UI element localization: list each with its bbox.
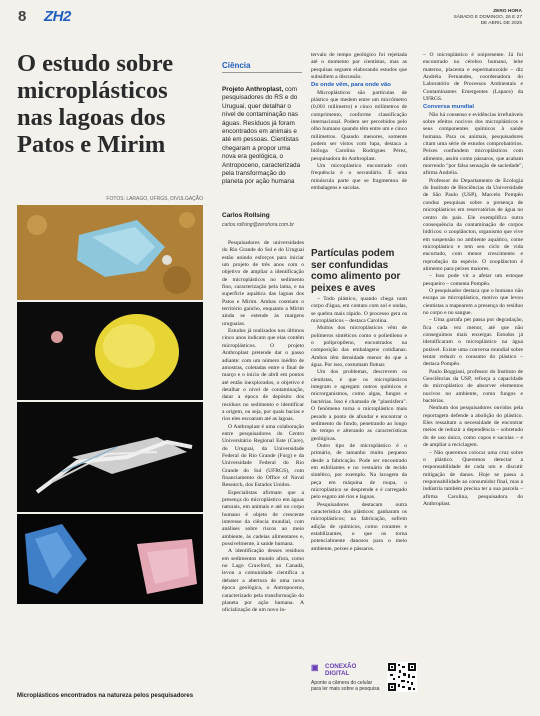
paragraph: Um dos problemas, descrevem os cientistas, é que os microplásticos integram e agregam outros químicos e microrganismos, como algas, fungos e bactérias. Isso é chamado de "plastisfera". O fenômeno torna o microplástico mais pesado a ponto de afundar e encontrar o sedimento do fundo, penetrando ao longo do tempo e alterando as características geológicas. — [311, 369, 407, 442]
photo-credit: FOTOS: LARAGO, UFRGS, DIVULGAÇÃO — [106, 196, 203, 202]
text-column-2-top — [311, 52, 407, 244]
subheadline: Partículas podem ser confundidas como alimento por peixes e aves — [311, 248, 401, 294]
byline: Carlos Rollsing — [222, 212, 270, 219]
paragraph: Especialistas afirmam que a presença do microplástico em águas naturais, em animais e até no corpo humano é objeto de crescente interesse da ciência mundial, com análises sobre riscos ao meio ambiente, às cadeias alimentares e, possivelmente, à saúde humana. — [222, 489, 304, 548]
photo-white-fibers — [17, 402, 203, 512]
zh2-logo: ZH2 — [44, 8, 71, 25]
paragraph: Paulo Boggiani, professor do Instituto de Geociências da USP, reforça a capacidade do microplástico de absorver elementos nocivos no ambiente, como fungos e bactérias. — [423, 368, 523, 405]
section-label: Ciência — [222, 61, 251, 70]
paragraph: Estudos já realizados nos últimos cinco anos indicam que elas contêm microplásticos. O projeto Anthroplast pretende dar o passo adiante: com um número inédito de amostras, coletadas entre o final de março e o início de abril em pontos até então inexplorados, o objetivo é detalhar o nível de contaminação, datar a época de depósito dos resíduos no sedimento e identificar a origem, ou seja, por quais bacias e rios eles escoaram até as lagoas. — [222, 328, 304, 423]
paragraph: Outro tipo de microplástico é o primário, de tamanho muito pequeno desde a fabricação. Pode ser encontrado em esfoliantes e no vestuário de tecido sintético, por exemplo. Na lavagem da peça em máquina de roupa, o microplástico se desprende e é carregado pelo esgoto até rios e lagoas. — [311, 442, 407, 501]
photo-yellow-particle — [17, 302, 203, 400]
conexao-title: CONEXÃO DIGITAL — [325, 663, 357, 677]
lead-bold: Projeto Anthroplast, — [222, 86, 284, 93]
photo-column — [17, 196, 203, 695]
conexao-text: Aponte a câmera do celular para ler mais sobre a pesquisa — [311, 680, 380, 692]
paragraph: – Todo plástico, quando chega num corpo d'água, em contato com sol e ondas, se quebra mais rápido. O processo gera os microplásticos – destaca Carolina. — [311, 296, 407, 325]
paragraph: – Uma garrafa pet passa por degradação, fica cada vez menor, até que não conseguimos mais enxergar. Estudos já identificaram o microplástico na água potável. Existe uma conversa mundial sobre tentar reduzir o consumo do plástico – destaca Pompêo. — [423, 317, 523, 368]
paper-name: ZERO HORA — [493, 9, 522, 14]
paragraph: Pesquisadores destacam outra característica dos plásticos: ganharam os microplásticos; na fabricação, sofrem adição de químicos, como corantes e estabilizantes, o que os torna potencialmente danosos para o meio ambiente, peixes e pássaros. — [311, 501, 407, 552]
section-rule — [222, 72, 302, 73]
paragraph: – Não queremos colocar uma cruz sobre o plástico. Queremos detectar a responsabilidade de cada um e discutir mitigação de danos. Hoje se passa a responsabilidade ao consumidor final, mas a indústria também precisa ter a sua parcela – afirma Carolina, pesquisadora do Anthroplast. — [423, 449, 523, 507]
page-header — [18, 8, 528, 30]
photo-blue-pink-fragments — [17, 514, 203, 604]
headline: O estudo sobre microplásticos nas lagoas dos Patos e Mirim — [17, 50, 174, 158]
photo-caption: Microplásticos encontrados na natureza pelos pesquisadores — [17, 693, 194, 699]
conexao-digital-box — [311, 663, 381, 692]
photo-blue-fragment — [17, 205, 203, 300]
paragraph: – Isso pode vir a afetar um estoque pesqueiro – comenta Pompêo. — [423, 273, 523, 287]
paragraph: Um microplástico encontrado com frequência é o secundário. É uma minúscula parte que se fragmentou de embalagens e sacolas. — [311, 163, 407, 192]
page-number: 8 — [18, 8, 27, 25]
paragraph: O Anthroplast é uma colaboração entre pesquisadores do Centro Universitário Regional Este (Cure), do Uruguai, da Universidade Federal do Rio Grande (Furg) e da Universidade Federal do Rio Grande do Sul (UFRGS), com financiamento do Office of Naval Research, dos Estados Unidos. — [222, 423, 304, 489]
paragraph: Muitos dos microplásticos vêm de polímeros sintéticos como o polietileno e o polipropileno, encontrados na composição das embalagens cotidianas. Ambos têm densidade menor do que a água. Por isso, costumam flutuar. — [311, 325, 407, 369]
text-column-2-bottom — [311, 296, 407, 658]
paragraph: tervalo de tempo geológico foi rejeitada até o momento por cientistas, mas as pesquisas seguem elaborando estudos que subsidiem a discussão. — [311, 52, 407, 81]
paragraph: O pesquisador destaca que o humano não escapa ao microplástico, motivo que levou cientistas a mapearem a presença do resíduo no corpo e no sangue. — [423, 287, 523, 316]
byline-email: carlos.rollsing@zerohora.com.br — [222, 222, 295, 228]
qr-code[interactable] — [387, 662, 417, 692]
paragraph: Pesquisadores de universidades do Rio Grande do Sul e do Uruguai estão unindo esforços para iniciar um projeto de três anos com o objetivo de ampliar a identificação de microplásticos no sedimento fino, caracterização pela lama, e na superfície aquática das lagoas dos Patos e Mirim. Ambas costeiam o território gaúcho, enquanto a Mirim ainda se estende às margens uruguaias. — [222, 240, 304, 327]
text-column-1 — [222, 240, 304, 705]
lead-text: com pesquisadores do RS e do Uruguai, quer detalhar o nível de contaminação nas águas. Resíduos já foram encontrados em animais e até em pessoas. Cientistas chegaram a propor uma nova era geológica, o Antropoceno, caracterizada pela transformação do planeta por ação humana — [222, 86, 301, 186]
paragraph: Não há consenso e evidências irrefutáveis sobre efeitos nocivos dos microplásticos e seus componentes químicos à saúde humana. Para os animais, pesquisadores citam uma série de estudos comprobatórios. Peixes confundem microplásticos com alimento, assim como pássaros, que acabam morrendo "por falsa sensação de saciedade", afirma Andréia. — [423, 111, 523, 177]
phone-icon: ▣ — [311, 663, 319, 672]
lead-paragraph — [222, 86, 304, 187]
subsection-heading: Conversa mundial — [423, 104, 475, 111]
text-column-3 — [423, 52, 523, 710]
paragraph: Professor do Departamento de Ecologia do Instituto de Biociências da Universidade de São Paulo (USP), Marcelo Pompêo conduz pesquisas sobre a presença de microplásticos em reservatórios de água no centro do país. Ele exemplifica outra consequência da contaminação de corpos hídricos: o zooplâncton, organismo que vive em suspensão no ambiente aquático, come microplástico e tem seu ciclo de vida encurtado, com menor crescimento e reprodução da espécie. O zooplâncton é alimento para peixes maiores. — [423, 177, 523, 272]
edition-info — [452, 9, 522, 27]
paragraph: Nenhum dos pesquisadores ouvidos pela reportagem defende a abolição do plástico. Eles ressaltam a necessidade de encontrar meios de reduzir a dependência – sobretudo do de uso único, como copos e sacolas – e de ampliar a reciclagem. — [423, 405, 523, 449]
paragraph: A identificação desses resíduos em sedimentos mundo afora, como no Lago Crawford, no Canadá, levou a comunidade científica a debater a abertura de uma nova época geológica, o Antropoceno, caracterizado pela transformação do planeta por ação humana. A oficialização de um novo in- — [222, 548, 304, 614]
edition-date: SÁBADO E DOMINGO, 26 E 27 DE ABRIL DE 2025 — [453, 15, 522, 26]
paragraph: – O microplástico é onipresente. Já foi encontrado no cérebro humano, leite materno, placenta e espermatozoide – diz Andréia Fernandes, coordenadora do Laboratório de Processos Ambientais e Contaminantes Emergentes (Lapace) da UFRGS. — [423, 52, 523, 103]
subsection-heading: De onde vêm, para onde vão — [311, 82, 391, 89]
paragraph: Microplásticos são partículas de plástico que medem entre um micrômetro (0,001 milímetro) e cinco milímetros de comprimento, conforme classificação internacional. Podem ser percebidos pelo olho humano quando têm entre um e cinco milímetros. Quando menores, somente podem ser vistos com lupa, destaca a bióloga Carolina Rodrigues Pérez, pesquisadora do Anthroplast. — [311, 89, 407, 162]
